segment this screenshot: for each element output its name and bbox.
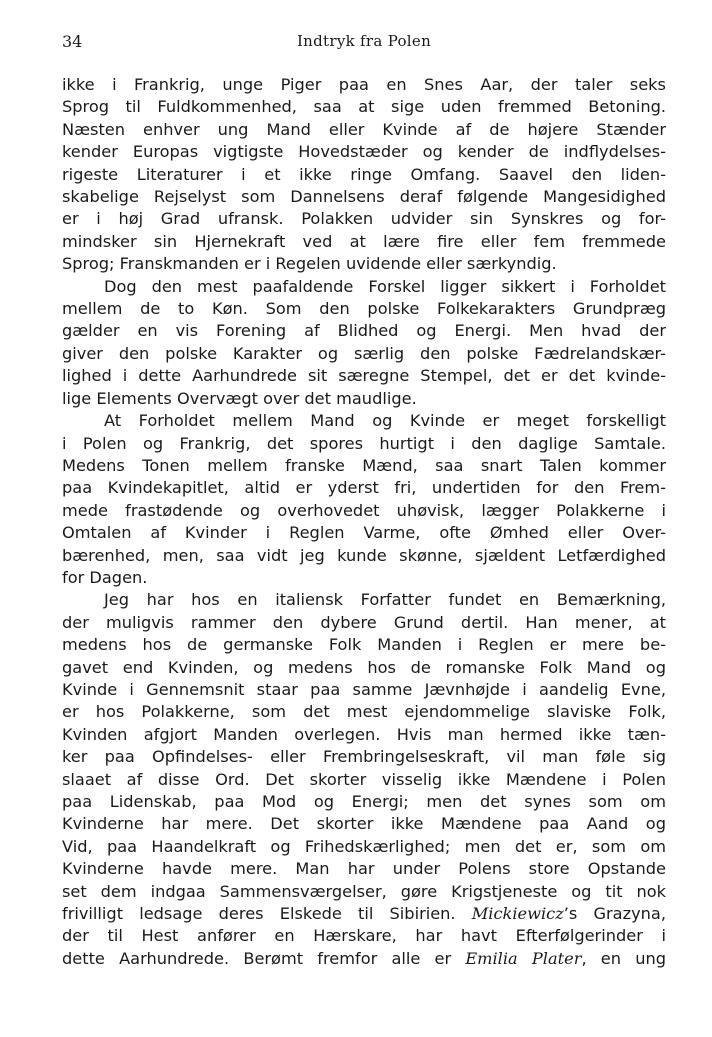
line-text: frivilligt ledsage deres Elskede til Sibirien. — [62, 904, 472, 924]
text-line: Kvinden afgjort Manden overlegen. Hvis man hermed ikke tæn- — [62, 724, 666, 744]
text-line: mindsker sin Hjernekraft ved at lære fire eller fem fremmede — [62, 231, 666, 251]
text-line — [62, 948, 666, 970]
text-line: for Dagen. — [62, 567, 148, 587]
text-line: paa Kvindekapitlet, altid er yderst fri, undertiden for den Frem- — [62, 478, 666, 498]
text-line: Dog den mest paafaldende Forskel ligger sikkert i Forholdet — [104, 276, 666, 296]
text-line: Jeg har hos en italiensk Forfatter fundet en Bemærkning, — [104, 590, 666, 610]
line-text: dette Aarhundrede. Berømt fremfor alle er — [62, 948, 466, 968]
text-line: der muligvis rammer den dybere Grund dertil. Han mener, at — [62, 612, 666, 632]
text-line: er hos Polakkerne, som det mest ejendommelige slaviske Folk, — [62, 702, 666, 722]
text-line: kender Europas vigtigste Hovedstæder og kender de indflydelses- — [62, 142, 666, 162]
page-number: 34 — [62, 32, 83, 51]
text-line: Kvinderne havde mere. Man har under Polens store Opstande — [62, 859, 666, 879]
text-line — [62, 903, 666, 925]
text-line: i Polen og Frankrig, det spores hurtigt i den daglige Samtale. — [62, 433, 666, 453]
text-line: Kvinde i Gennemsnit staar paa samme Jævnhøjde i aandelig Evne, — [62, 679, 666, 699]
italic-name: Emilia Plater — [465, 948, 582, 968]
text-line: Omtalen af Kvinder i Reglen Varme, ofte Ømhed eller Over- — [62, 523, 666, 543]
text-line: Vid, paa Haandelkraft og Frihedskærlighed; men det er, som om — [62, 836, 666, 856]
text-line: At Forholdet mellem Mand og Kvinde er meget forskelligt — [104, 411, 666, 431]
line-text: , en ung — [581, 948, 666, 968]
italic-name: Mickiewicz — [471, 904, 564, 924]
page-header — [62, 32, 666, 56]
text-line: rigeste Literaturer i et ikke ringe Omfang. Saavel den liden- — [62, 164, 666, 184]
text-line: der til Hest anfører en Hærskare, har havt Efterfølgerinder i — [62, 926, 666, 946]
text-line: slaaet af disse Ord. Det skorter visselig ikke Mændene i Polen — [62, 769, 666, 789]
text-line: lighed i dette Aarhundrede sit særegne Stempel, det er det kvinde- — [62, 366, 666, 386]
text-line: ikke i Frankrig, unge Piger paa en Snes Aar, der taler seks — [62, 75, 666, 94]
text-line: Kvinderne har mere. Det skorter ikke Mændene paa Aand og — [62, 814, 666, 834]
text-line: paa Lidenskab, paa Mod og Energi; men det synes som om — [62, 792, 666, 811]
line-text: ’s Grazyna, — [563, 904, 666, 924]
text-line: giver den polske Karakter og særlig den polske Fædrelandskær- — [62, 343, 666, 363]
text-line: skabelige Rejselyst som Dannelsens deraf følgende Mangesidighed — [62, 187, 666, 207]
text-line: mede frastødende og overhovedet uhøvisk, lægger Polakkerne i — [62, 500, 666, 520]
text-line: er i høj Grad ufransk. Polakken udvider sin Synskres og for- — [62, 209, 666, 229]
text-line: mellem de to Køn. Som den polske Folkekarakters Grundpræg — [62, 299, 666, 319]
text-line: gavet end Kvinden, og medens hos de romanske Folk Mand og — [62, 657, 666, 677]
text-line: lige Elements Overvægt over det maudlige. — [62, 388, 417, 408]
text-line: bærenhed, men, saa vidt jeg kunde skønne, sjældent Letfærdighed — [62, 545, 666, 565]
text-line: Medens Tonen mellem franske Mænd, saa snart Talen kommer — [62, 455, 666, 475]
running-title: Indtryk fra Polen — [296, 32, 432, 50]
text-line: ker paa Opfindelses- eller Frembringelseskraft, vil man føle sig — [62, 747, 666, 767]
text-line: gælder en vis Forening af Blidhed og Energi. Men hvad der — [62, 321, 666, 341]
text-line: Sprog til Fuldkommenhed, saa at sige uden fremmed Betoning. — [62, 97, 666, 117]
text-line: set dem indgaa Sammensværgelser, gøre Krigstjeneste og tit nok — [62, 881, 666, 901]
text-line: Næsten enhver ung Mand eller Kvinde af de højere Stænder — [62, 119, 666, 139]
text-line: Sprog; Franskmanden er i Regelen uvidende eller særkyndig. — [62, 254, 557, 274]
text-line: medens hos de germanske Folk Manden i Reglen er mere be- — [62, 635, 666, 655]
body-text — [62, 74, 666, 970]
